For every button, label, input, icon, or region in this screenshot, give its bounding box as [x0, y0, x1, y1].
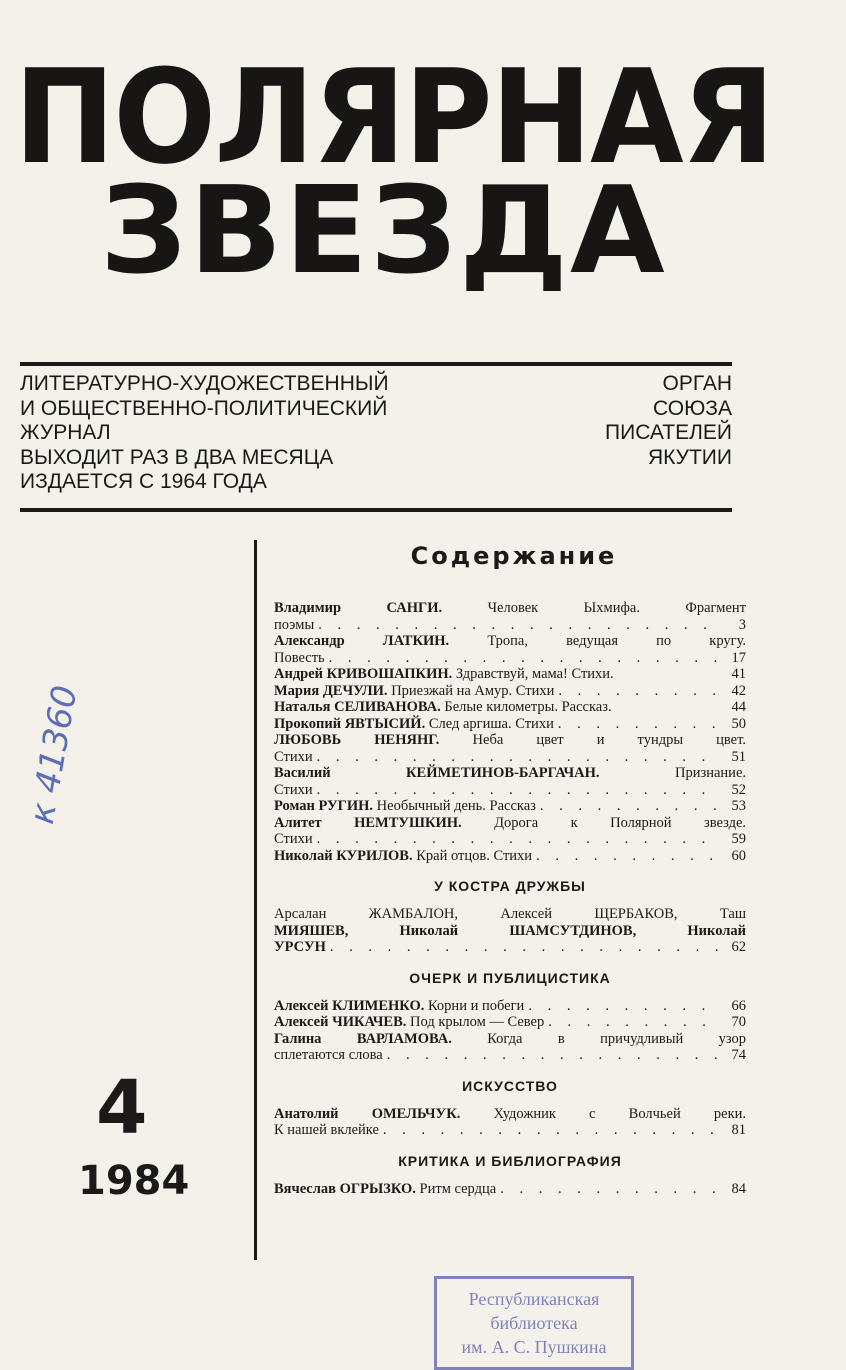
- toc-entry: [274, 798, 746, 815]
- entry-title: Когда в причудливый узор: [487, 1030, 746, 1047]
- entry-author: УРСУН: [274, 939, 326, 955]
- entry-author: Александр ЛАТКИН.: [274, 633, 450, 649]
- entry-page: 84: [731, 1180, 746, 1197]
- entry-page: 62: [731, 939, 746, 955]
- entry-page: 60: [731, 847, 746, 864]
- entry-title: Ритм сердца: [419, 1180, 497, 1197]
- entry-page: 41: [731, 666, 746, 682]
- description-line: ЖУРНАЛ: [20, 421, 111, 444]
- publisher-line: СОЮЗА: [653, 396, 732, 420]
- description-line: ВЫХОДИТ РАЗ В ДВА МЕСЯЦА: [20, 445, 334, 469]
- entry-title: Под крылом — Север: [410, 1014, 545, 1030]
- issue-year: 1984: [78, 1158, 190, 1204]
- entry-title: Художник с Волчьей реки.: [493, 1105, 747, 1122]
- issue-number: 4: [96, 1065, 148, 1151]
- entry-title: Неба цвет и тундры цвет.: [472, 732, 746, 748]
- entry-title-cont: Стихи: [274, 781, 313, 798]
- masthead-title-line2: ЗВЕЗДА: [100, 162, 667, 301]
- toc-entry: [274, 699, 746, 716]
- entry-title: Приезжай на Амур. Стихи: [391, 682, 555, 699]
- entry-title-cont: Повесть: [274, 649, 325, 666]
- toc-entry: [274, 600, 746, 633]
- column-divider: [254, 540, 257, 1260]
- entry-title-cont: сплетаются слова: [274, 1047, 383, 1063]
- entry-page: 50: [731, 715, 746, 732]
- entry-author: Андрей КРИВОШАПКИН.: [274, 666, 453, 682]
- entry-authors-line: Арсалан ЖАМБАЛОН, Алексей ЩЕРБАКОВ, Таш: [274, 906, 746, 922]
- entry-page: 42: [731, 682, 746, 699]
- entry-title: Корни и побеги: [427, 997, 525, 1014]
- entry-page: 59: [731, 831, 746, 847]
- entry-author: Анатолий ОМЕЛЬЧУК.: [274, 1105, 461, 1122]
- toc-entry: [274, 1014, 746, 1031]
- toc-entry: [274, 815, 746, 848]
- bottom-rule: [20, 508, 732, 512]
- entry-page: 44: [731, 699, 746, 715]
- entry-title: След аргиша. Стихи: [428, 715, 554, 732]
- entry-author: Василий КЕЙМЕТИНОВ-БАРГАЧАН.: [274, 765, 600, 781]
- entry-author: ЛЮБОВЬ НЕНЯНГ.: [274, 732, 440, 748]
- entry-title: Признание.: [675, 765, 747, 781]
- table-of-contents: [274, 540, 746, 1197]
- toc-entry: [274, 666, 746, 683]
- toc-entry: [274, 848, 746, 865]
- entry-author: Прокопий ЯВТЫСИЙ.: [274, 715, 426, 732]
- entry-author: Галина ВАРЛАМОВА.: [274, 1030, 452, 1047]
- entry-author: Владимир САНГИ.: [274, 600, 443, 616]
- toc-title: Содержание: [410, 542, 618, 570]
- entry-author: Алексей ЧИКАЧЕВ.: [274, 1014, 407, 1030]
- toc-entry: [274, 1106, 746, 1139]
- section-heading: ИСКУССТВО: [462, 1077, 558, 1094]
- description-line: ИЗДАЕТСЯ С 1964 ГОДА: [20, 470, 267, 493]
- entry-page: 17: [731, 649, 746, 666]
- description-line: И ОБЩЕСТВЕННО-ПОЛИТИЧЕСКИЙ: [20, 396, 388, 420]
- entry-title-cont: К нашей вклейке: [274, 1122, 379, 1138]
- journal-description: [20, 372, 389, 495]
- toc-entry: [274, 683, 746, 700]
- entry-title: Тропа, ведущая по кругу.: [487, 633, 746, 649]
- entry-title: Дорога к Полярной звезде.: [494, 814, 747, 831]
- entry-title-cont: Стихи: [274, 831, 313, 847]
- toc-entry: [274, 716, 746, 733]
- section-heading: У КОСТРА ДРУЖБЫ: [434, 878, 586, 894]
- publisher-line: ПИСАТЕЛЕЙ: [605, 421, 732, 444]
- publisher-line: ЯКУТИИ: [648, 445, 732, 469]
- entry-author: Алитет НЕМТУШКИН.: [274, 814, 462, 831]
- entry-title-cont: Стихи: [274, 748, 313, 765]
- entry-page: 51: [731, 748, 746, 765]
- entry-author: Вячеслав ОГРЫЗКО.: [274, 1180, 416, 1197]
- publisher-block: [605, 372, 732, 470]
- entry-title-cont: поэмы: [274, 616, 315, 633]
- toc-entry: [274, 732, 746, 765]
- toc-entry: [274, 906, 746, 956]
- toc-entry: [274, 1181, 746, 1198]
- stamp-line: им. А. С. Пушкина: [461, 1337, 607, 1357]
- entry-author: Николай КУРИЛОВ.: [274, 847, 413, 864]
- publisher-line: ОРГАН: [662, 372, 732, 395]
- section-heading: ОЧЕРК И ПУБЛИЦИСТИКА: [409, 969, 611, 986]
- entry-title: Край отцов. Стихи: [416, 847, 533, 864]
- stamp-line: библиотека: [490, 1313, 578, 1333]
- library-stamp: [434, 1276, 634, 1370]
- stamp-line: Республиканская: [468, 1289, 600, 1309]
- toc-entry: [274, 633, 746, 666]
- toc-entry: [274, 765, 746, 798]
- handwritten-inventory-number: к 41360: [22, 682, 86, 827]
- entry-page: 81: [731, 1122, 746, 1138]
- entry-authors-line: МИЯШЕВ, Николай ШАМСУТДИНОВ, Николай: [274, 922, 746, 939]
- entry-page: 53: [731, 798, 746, 814]
- entry-title: Белые километры. Рассказ.: [444, 699, 612, 715]
- entry-author: Алексей КЛИМЕНКО.: [274, 997, 425, 1014]
- entry-page: 70: [731, 1014, 746, 1030]
- entry-author: Роман РУГИН.: [274, 798, 374, 814]
- entry-author: Мария ДЕЧУЛИ.: [274, 682, 388, 699]
- entry-page: 52: [731, 781, 746, 798]
- entry-page: 66: [731, 997, 746, 1014]
- toc-entry: [274, 1031, 746, 1064]
- description-line: ЛИТЕРАТУРНО-ХУДОЖЕСТВЕННЫЙ: [20, 372, 389, 395]
- entry-title: Здравствуй, мама! Стихи.: [455, 666, 614, 682]
- masthead-title-line1: ПОЛЯРНАЯ: [14, 41, 774, 193]
- toc-entry: [274, 998, 746, 1015]
- entry-title: Человек Ыхмифа. Фрагмент: [487, 600, 747, 616]
- top-rule: [20, 362, 732, 366]
- section-heading: КРИТИКА И БИБЛИОГРАФИЯ: [398, 1152, 622, 1169]
- entry-page: 3: [738, 616, 746, 633]
- entry-author: Наталья СЕЛИВАНОВА.: [274, 699, 441, 715]
- entry-title: Необычный день. Рассказ: [376, 798, 536, 814]
- entry-page: 74: [731, 1047, 746, 1063]
